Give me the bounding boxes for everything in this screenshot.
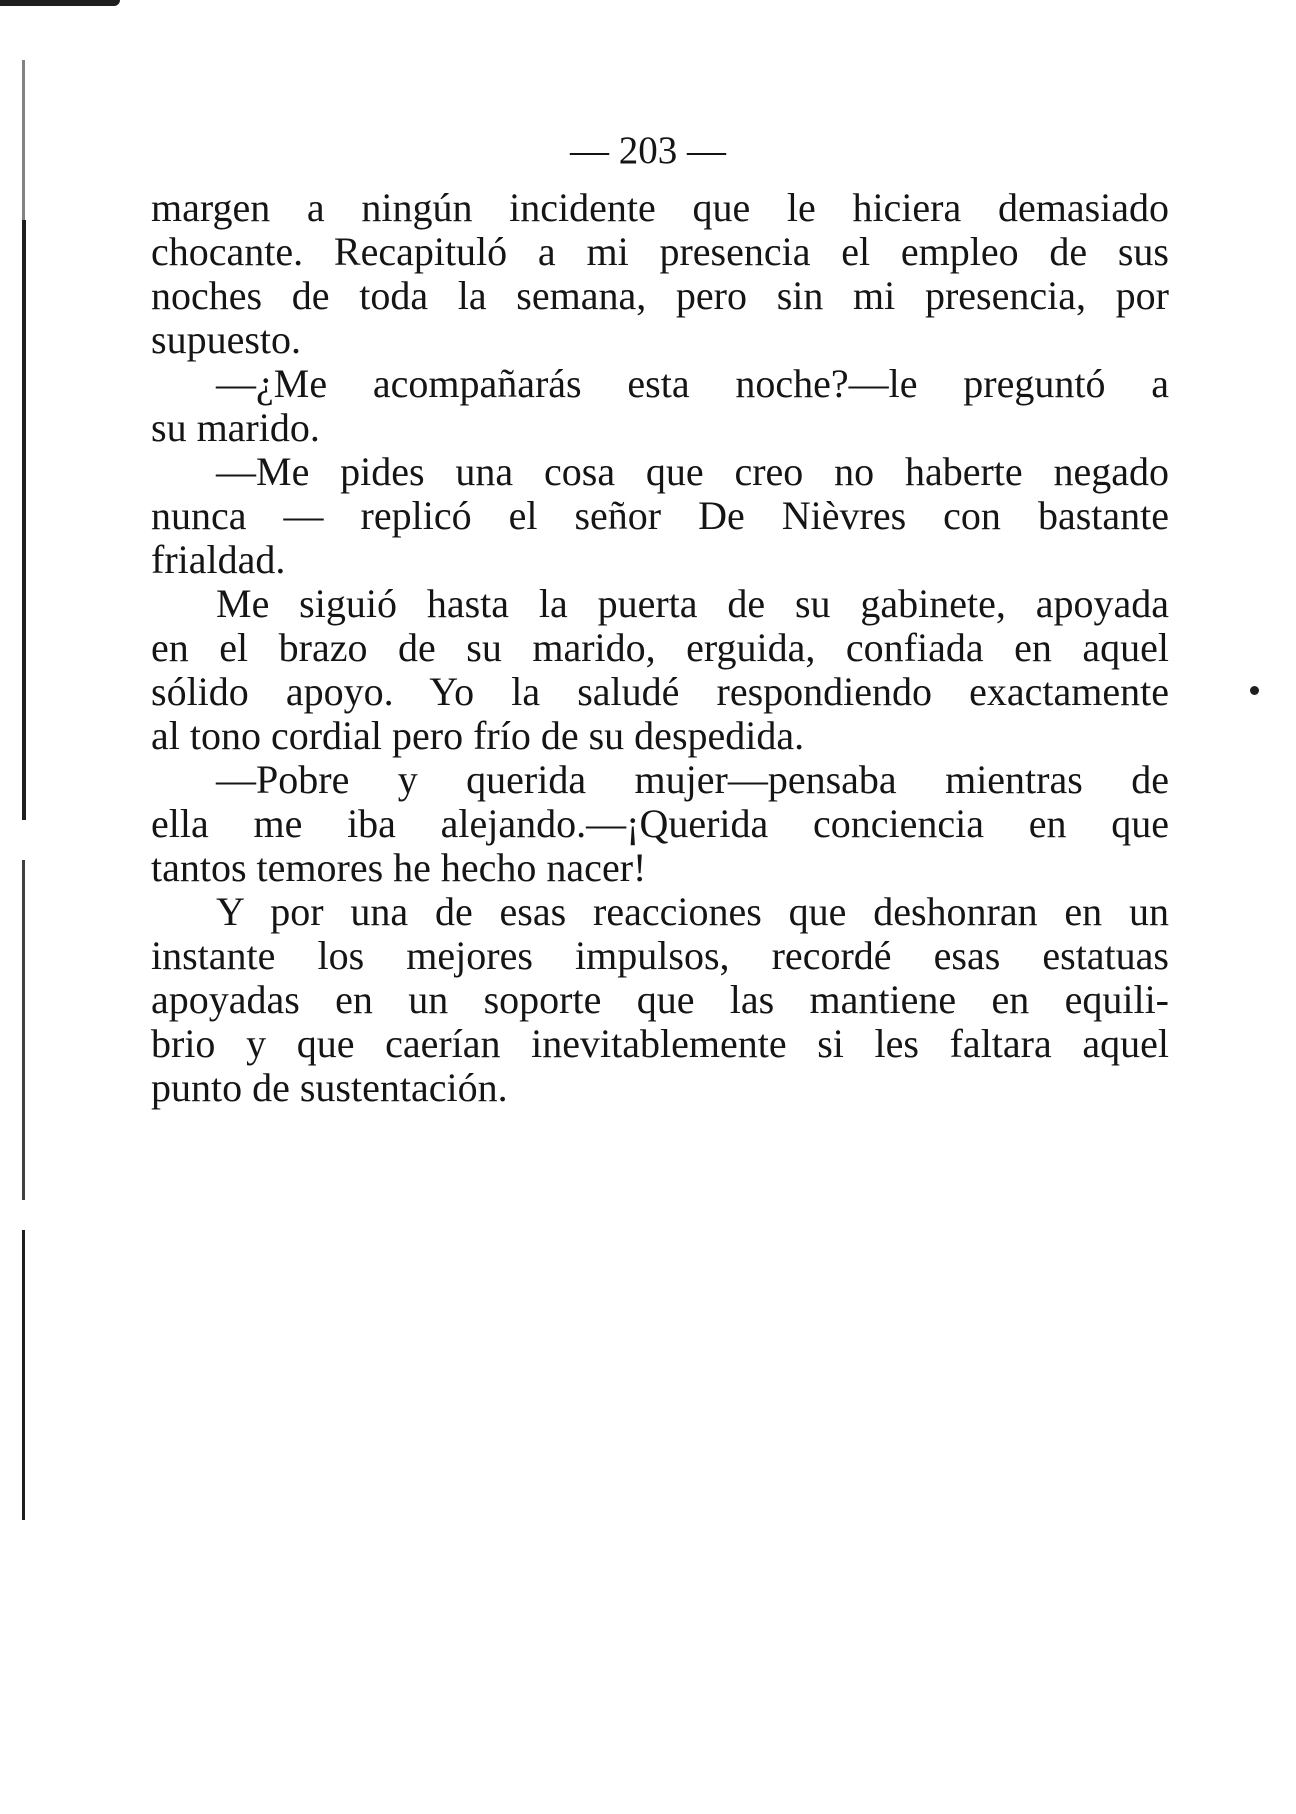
text-line: en el brazo de su marido, erguida, confiada en aquel — [151, 625, 1169, 670]
text-line: Y por una de esas reacciones que deshonran en un — [216, 889, 1169, 934]
text-line: brio y que caerían inevitablemente si les faltara aquel — [151, 1021, 1169, 1066]
text-line: —Pobre y querida mujer—pensaba mientras de — [216, 757, 1169, 802]
text-line: al tono cordial pero frío de su despedida. — [151, 713, 805, 758]
page-number: — 203 — — [570, 129, 726, 172]
text-line: supuesto. — [151, 317, 301, 362]
text-line: —¿Me acompañarás esta noche?—le preguntó a — [216, 361, 1169, 406]
text-line: frialdad. — [151, 537, 286, 582]
text-line: margen a ningún incidente que le hiciera demasiado — [151, 185, 1169, 230]
text-line: apoyadas en un soporte que las mantiene en equili- — [151, 977, 1169, 1022]
binding-edge — [14, 0, 30, 1560]
text-line: sólido apoyo. Yo la saludé respondiendo exactamente — [151, 669, 1169, 714]
text-line: noches de toda la semana, pero sin mi presencia, por — [151, 273, 1169, 318]
text-line: ella me iba alejando.—¡Querida conciencia en que — [151, 801, 1169, 846]
text-line: instante los mejores impulsos, recordé esas estatuas — [151, 933, 1169, 978]
text-line: punto de sustentación. — [151, 1065, 508, 1110]
text-line: su marido. — [151, 405, 320, 450]
text-line: Me siguió hasta la puerta de su gabinete, apoyada — [216, 581, 1169, 626]
text-line: —Me pides una cosa que creo no haberte negado — [216, 449, 1169, 494]
text-line: tantos temores he hecho nacer! — [151, 845, 647, 890]
margin-dot — [1250, 686, 1259, 695]
top-edge-mark — [0, 0, 120, 6]
text-line: nunca — replicó el señor De Nièvres con bastante — [151, 493, 1169, 538]
text-line: chocante. Recapituló a mi presencia el empleo de sus — [151, 229, 1169, 274]
